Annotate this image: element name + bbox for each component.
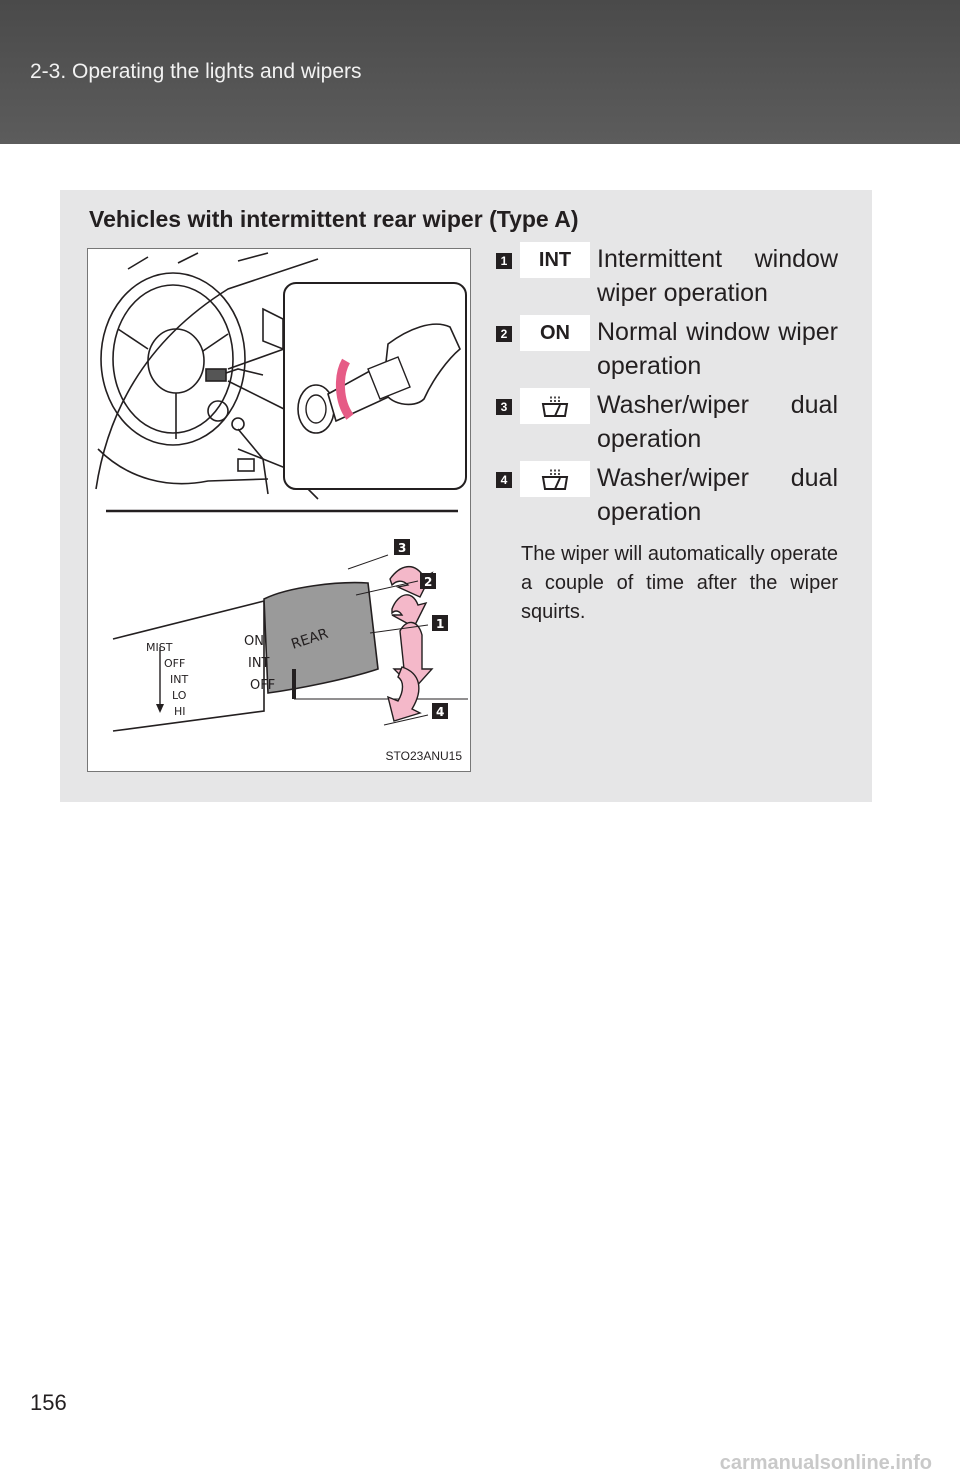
callout-1: 1 xyxy=(436,617,445,631)
section-title: 2-3. Operating the lights and wipers xyxy=(30,60,362,83)
item-description: Washer/wiper dual operation xyxy=(597,391,838,453)
rear-label-int: INT xyxy=(248,656,270,671)
front-label-off: OFF xyxy=(164,657,186,670)
item-description: Intermittent window wiper operation xyxy=(597,245,838,307)
washer-wiper-icon xyxy=(540,467,570,491)
callout-2: 2 xyxy=(424,575,433,589)
item-number: 3 xyxy=(496,399,512,415)
item-label-on: ON xyxy=(520,315,590,351)
callout-3: 3 xyxy=(398,541,407,555)
panel-heading: Vehicles with intermittent rear wiper (Type A) xyxy=(89,206,579,232)
item-description: Washer/wiper dual operation xyxy=(597,464,838,526)
item-description: Normal window wiper operation xyxy=(597,318,838,380)
front-label-lo: LO xyxy=(172,689,187,702)
item-number: 4 xyxy=(496,472,512,488)
item-label-int: INT xyxy=(520,242,590,278)
content-panel xyxy=(60,190,872,802)
front-label-hi: HI xyxy=(174,705,186,718)
note-text: The wiper will automatically operate a couple of time after the wiper squirts. xyxy=(521,543,838,623)
front-label-mist: MIST xyxy=(146,641,173,654)
arrow-position-4 xyxy=(388,667,420,721)
item-number: 2 xyxy=(496,326,512,342)
figure-code: STO23ANU15 xyxy=(385,749,462,763)
page-header xyxy=(0,0,960,144)
page-number: 156 xyxy=(30,1390,67,1415)
item-icon-box xyxy=(520,388,590,424)
rear-label-off: OFF xyxy=(250,678,276,693)
wiper-lever-illustration xyxy=(87,248,471,772)
watermark: carmanualsonline.info xyxy=(719,1452,932,1474)
item-number: 1 xyxy=(496,253,512,269)
front-label-int: INT xyxy=(170,673,189,686)
item-icon-box xyxy=(520,461,590,497)
rear-label-on: ON xyxy=(244,634,264,649)
washer-wiper-icon xyxy=(540,394,570,418)
callout-4: 4 xyxy=(436,705,445,719)
illustration-drawing xyxy=(88,249,470,771)
rear-knob-label: REAR xyxy=(289,625,331,653)
motion-arrows xyxy=(388,567,432,721)
